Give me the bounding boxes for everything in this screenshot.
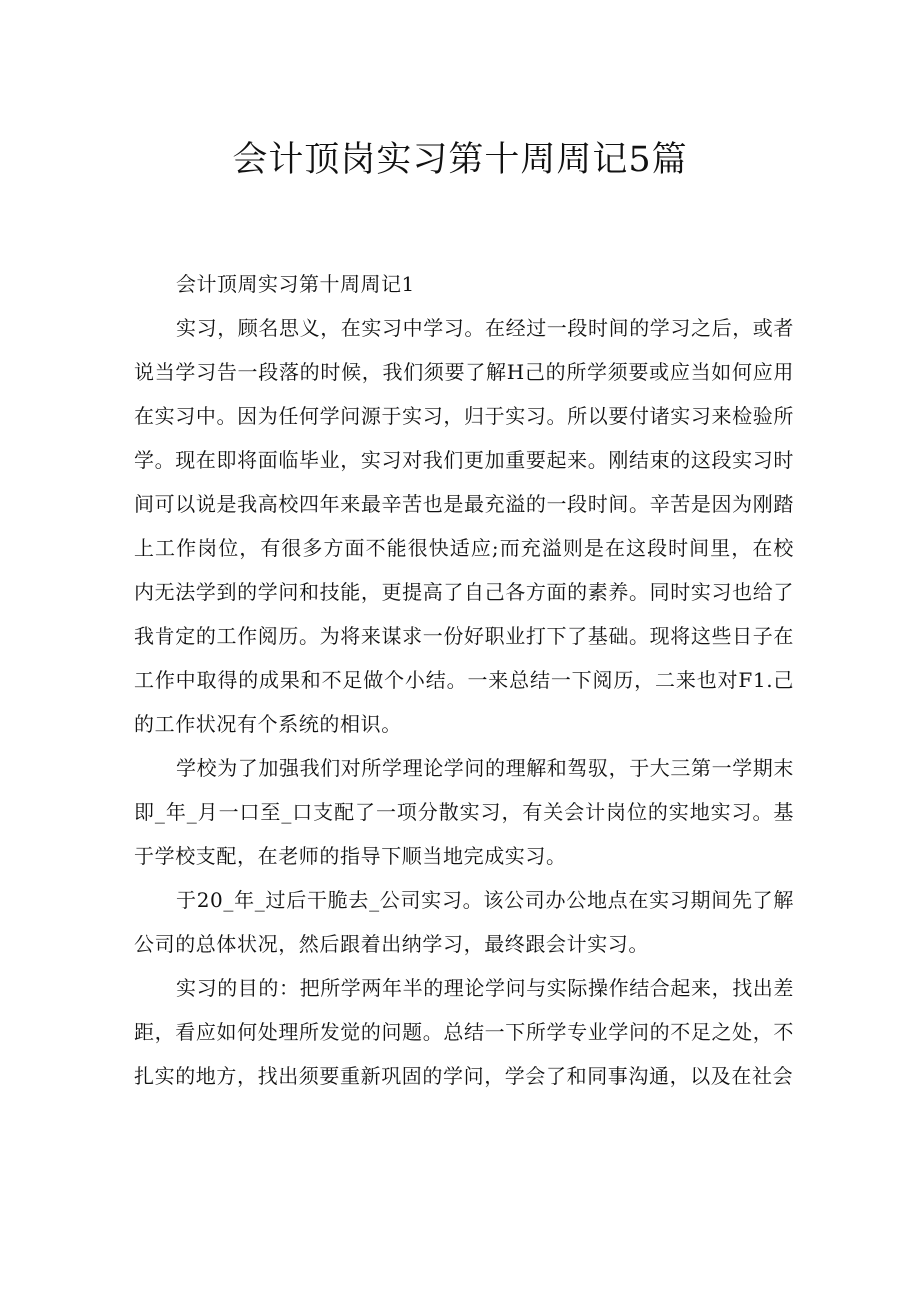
paragraph-1: 实习，顾名思义，在实习中学习。在经过一段时间的学习之后，或者说当学习告一段落的时候，我们须要了解H己的所学须要或应当如何应用在实习中。因为任何学问源于实习，归于实习。所以要付诸实习来检验所学。现在即将面临毕业，实习对我们更加重要起来。刚结束的这段实习时间可以说是我高校四年来最辛苦也是最充溢的一段时间。辛苦是因为刚踏上工作岗位，有很多方面不能很快适应;而充溢则是在这段时间里，在校内无法学到的学问和技能，更提高了自己各方面的素养。同时实习也给了我肯定的工作阅历。为将来谋求一份好职业打下了基础。现将这些日子在工作中取得的成果和不足做个小结。一来总结一下阅历，二来也对F1.己的工作状况有个系统的相识。 — [134, 316, 794, 736]
document-title: 会计顶岗实习第十周周记5篇 — [232, 140, 688, 180]
section-heading: 会计顶周实习第十周周记1 — [176, 272, 415, 296]
paragraph-3: 于20_年_过后干脆去_公司实习。该公司办公地点在实习期间先了解公司的总体状况，然后跟着出纳学习，最终跟会计实习。 — [134, 888, 794, 956]
paragraph-2: 学校为了加强我们对所学理论学问的理解和驾驭，于大三第一学期末即_年_月一口至_口支配了一项分散实习，有关会计岗位的实地实习。基于学校支配，在老师的指导下顺当地完成实习。 — [134, 756, 794, 868]
paragraph-4: 实习的目的：把所学两年半的理论学问与实际操作结合起来，找出差距，看应如何处理所发觉的问题。总结一下所学专业学问的不足之处，不扎实的地方，找出须要重新巩固的学问，学会了和同事沟通，以及在社会 — [134, 976, 794, 1088]
document-body — [134, 262, 794, 1098]
